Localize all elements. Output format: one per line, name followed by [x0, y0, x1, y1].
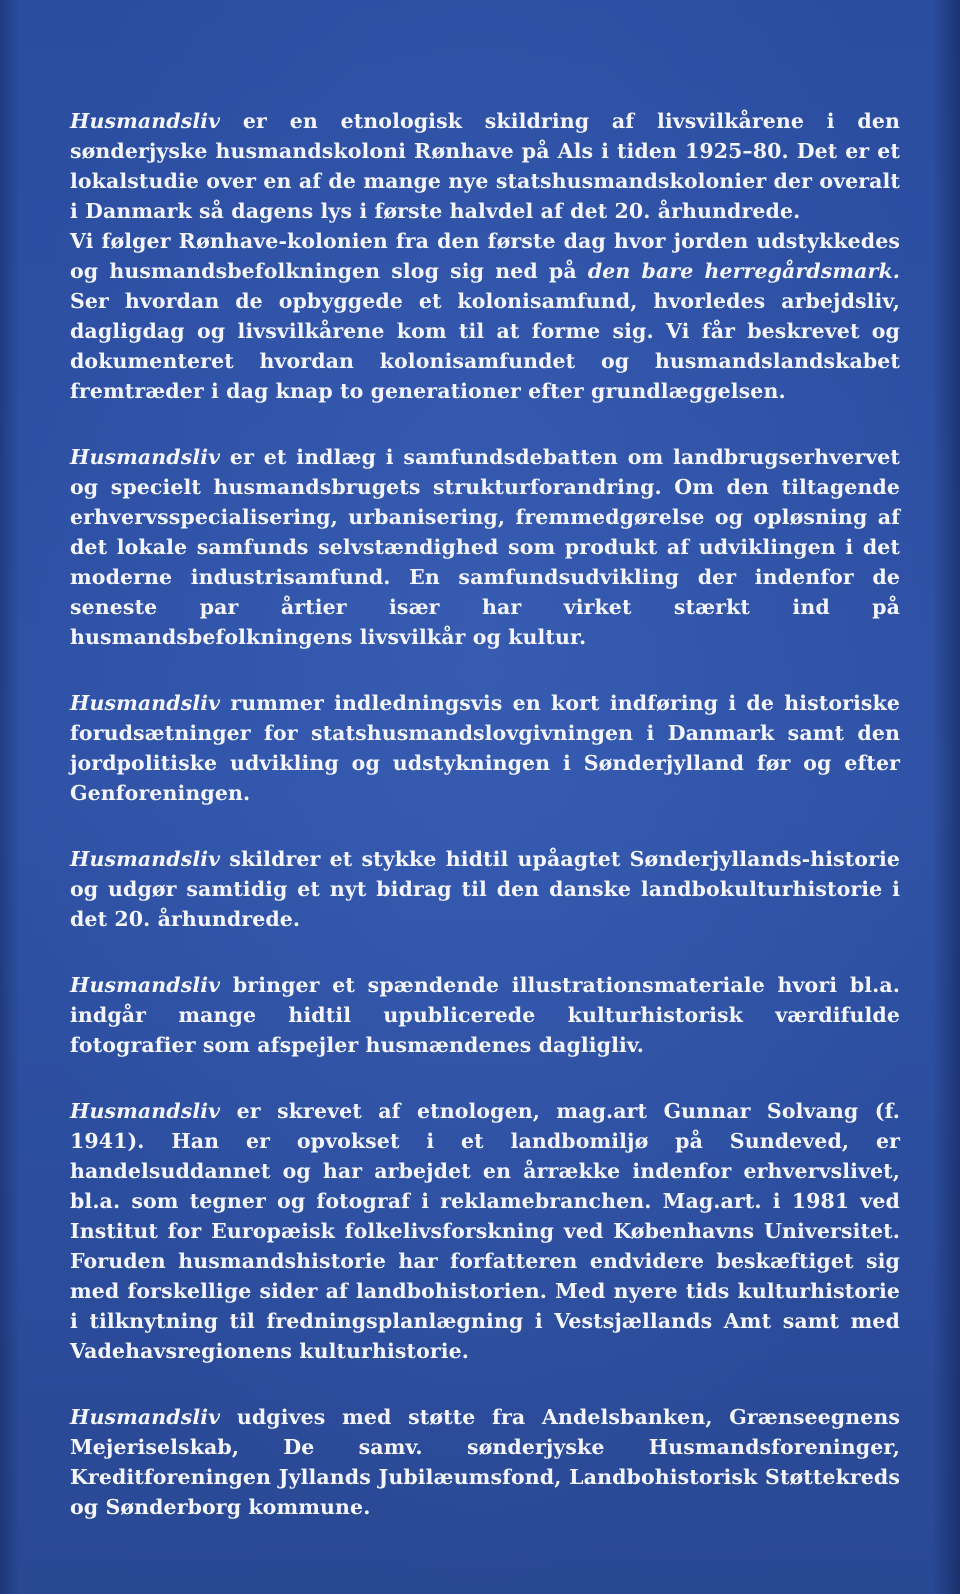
- paragraph-text: er skrevet af etnologen, mag.art Gunnar Solvang (f. 1941). Han er opvokset i et landbomiljø på Sundeved, er handelsuddannet og har arbejdet en årrække indenfor erhvervslivet, bl.a. som tegner og fotograf i reklamebranchen. Mag.art. i 1981 ved Institut for Europæisk folkelivsforskning ved Københavns Universitet. Foruden husmandshistorie har forfatteren endvidere beskæftiget sig med forskellige sider af landbohistorien. Med nyere tids kulturhistorie i tilknytning til fredningsplanlægning i Vestsjællands Amt samt med Vadehavsregionens kulturhistorie.: [70, 1099, 900, 1363]
- title-lead: Husmandsliv: [70, 445, 221, 469]
- title-lead: Husmandsliv: [70, 973, 221, 997]
- blurb-paragraph-1: [70, 106, 900, 406]
- title-lead: Husmandsliv: [70, 109, 221, 133]
- title-lead: Husmandsliv: [70, 1405, 221, 1429]
- title-lead: Husmandsliv: [70, 691, 221, 715]
- paragraph-italic-phrase: den bare herregårdsmark.: [587, 259, 900, 283]
- blurb-paragraph-3: [70, 688, 900, 808]
- paragraph-text: skildrer et stykke hidtil upåagtet Sønderjyllands-historie og udgør samtidig et nyt bidrag til den danske landbokulturhistorie i det 20. århundrede.: [70, 847, 900, 931]
- blurb-paragraph-4: [70, 844, 900, 934]
- title-lead: Husmandsliv: [70, 847, 221, 871]
- paragraph-text: er en etnologisk skildring af livsvilkårene i den sønderjyske husmandskoloni Rønhave på Als i tiden 1925–80. Det er et lokalstudie over en af de mange nye statshusmandskolonier der overalt i Danmark så dagens lys i første halvdel af det 20. århundrede.: [70, 109, 900, 223]
- paragraph-text: udgives med støtte fra Andelsbanken, Grænseegnens Mejeriselskab, De samv. sønderjyske Husmandsforeninger, Kreditforeningen Jyllands Jubilæumsfond, Landbohistorisk Støttekreds og Sønderborg kommune.: [70, 1405, 900, 1519]
- paragraph-continuation: Vi følger Rønhave-kolonien fra den første dag hvor jorden udstykkedes og husmandsbefolkningen slog sig ned på: [70, 229, 900, 283]
- blurb-paragraph-6: [70, 1096, 900, 1366]
- cover-left-edge-shadow: [0, 0, 20, 1594]
- blurb-paragraph-7: [70, 1402, 900, 1522]
- paragraph-text: rummer indledningsvis en kort indføring i de historiske forudsætninger for statshusmandslovgivningen i Danmark samt den jordpolitiske udvikling og udstykningen i Sønderjylland før og efter Genforeningen.: [70, 691, 900, 805]
- paragraph-continuation-end: Ser hvordan de opbyggede et kolonisamfund, hvorledes arbejdsliv, dagligdag og livsvilkårene kom til at forme sig. Vi får beskrevet og dokumenteret hvordan kolonisamfundet og husmandslandskabet fremtræder i dag knap to generationer efter grundlæggelsen.: [70, 289, 900, 403]
- blurb-paragraph-2: [70, 442, 900, 652]
- title-lead: Husmandsliv: [70, 1099, 221, 1123]
- cover-right-edge-shadow: [932, 0, 960, 1594]
- blurb-text-block: [70, 106, 900, 1558]
- paragraph-text: er et indlæg i samfundsdebatten om landbrugserhvervet og specielt husmandsbrugets strukturforandring. Om den tiltagende erhvervsspecialisering, urbanisering, fremmedgørelse og opløsning af det lokale samfunds selvstændighed som produkt af udviklingen i det moderne industrisamfund. En samfundsudvikling der indenfor de seneste par årtier især har virket stærkt ind på husmandsbefolkningens livsvilkår og kultur.: [70, 445, 900, 649]
- paragraph-text: bringer et spændende illustrationsmateriale hvori bl.a. indgår mange hidtil upublicerede kulturhistorisk værdifulde fotografier som afspejler husmændenes dagligliv.: [70, 973, 900, 1057]
- blurb-paragraph-5: [70, 970, 900, 1060]
